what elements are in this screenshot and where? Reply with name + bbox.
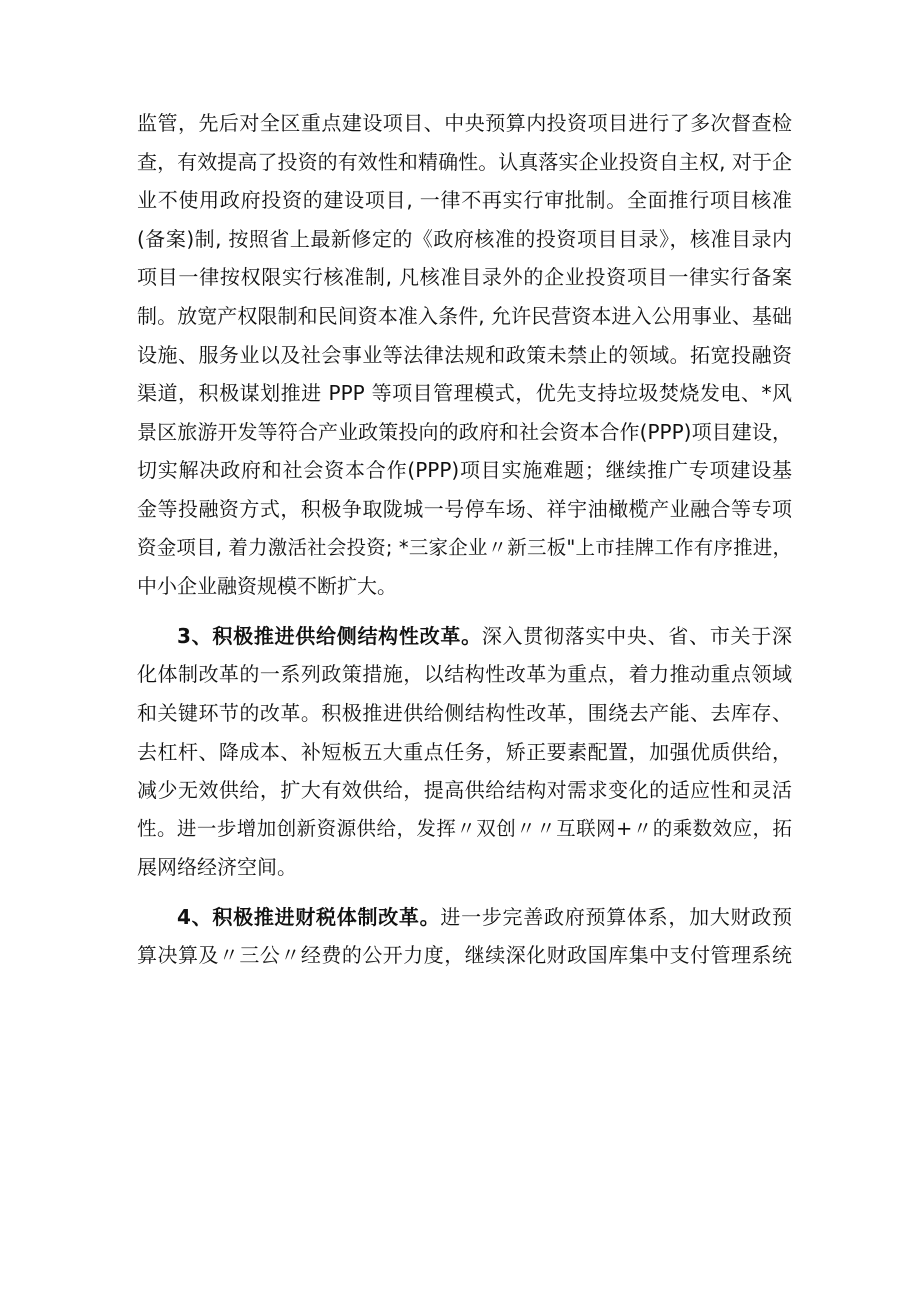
paragraph-investment: [137, 104, 792, 606]
paragraph-line: (备案)制, 按照省上最新修定的《政府核准的投资项目目录》，核准目录内: [137, 226, 792, 251]
paragraph-line: 去杠杆、降成本、补短板五大重点任务，矫正要素配置，加强优质供给，: [137, 739, 792, 764]
paragraph-line: 资金项目, 着力激活社会投资; *三家企业〃新三板"上市挂牌工作有序推进，: [137, 535, 792, 559]
paragraph-line: 设施、服务业以及社会事业等法律法规和政策未禁止的领域。拓宽投融资: [137, 342, 792, 367]
paragraph-line: 景区旅游开发等符合产业政策投向的政府和社会资本合作(PPP)项目建设，: [137, 419, 792, 444]
paragraph-line: 化体制改革的一系列政策措施，以结构性改革为重点，着力推动重点领域: [137, 662, 792, 687]
paragraph-line: 算决算及〃三公〃经费的公开力度，继续深化财政国库集中支付管理系统: [137, 943, 792, 968]
paragraph-supply-side-reform: [137, 617, 792, 887]
paragraph-line: 制。放宽产权限制和民间资本准入条件, 允许民营资本进入公用事业、基础: [137, 303, 792, 328]
paragraph-line-text: 深入贯彻落实中央、省、市关于深: [481, 623, 792, 648]
paragraph-line: 展网络经济空间。: [137, 855, 297, 880]
paragraph-line: 业不使用政府投资的建设项目, 一律不再实行审批制。全面推行项目核准: [137, 188, 792, 213]
paragraph-first-line: [137, 898, 792, 937]
paragraph-line: 切实解决政府和社会资本合作(PPP)项目实施难题；继续推广专项建设基: [137, 458, 792, 483]
paragraph-line: 性。进一步增加创新资源供给，发挥〃双创〃〃互联网+〃的乘数效应，拓: [137, 816, 792, 840]
section-heading: 4、积极推进财税体制改革。: [177, 904, 441, 929]
paragraph-line: 渠道，积极谋划推进 PPP 等项目管理模式，优先支持垃圾焚烧发电、*风: [137, 381, 792, 406]
paragraph-first-line: [137, 617, 792, 656]
paragraph-line: 项目一律按权限实行核准制, 凡核准目录外的企业投资项目一律实行备案: [137, 265, 792, 290]
document-body: [137, 104, 792, 975]
paragraph-line: 减少无效供给，扩大有效供给，提高供给结构对需求变化的适应性和灵活: [137, 778, 792, 803]
paragraph-line: 查，有效提高了投资的有效性和精确性。认真落实企业投资自主权, 对于企: [137, 149, 792, 174]
paragraph-line: 和关键环节的改革。积极推进供给侧结构性改革，围绕去产能、去库存、: [137, 700, 792, 725]
paragraph-line-text: 进一步完善政府预算体系，加大财政预: [440, 904, 792, 929]
section-heading: 3、积极推进供给侧结构性改革。: [177, 623, 482, 648]
paragraph-line: 金等投融资方式，积极争取陇城一号停车场、祥宇油橄榄产业融合等专项: [137, 496, 792, 521]
paragraph-fiscal-reform: [137, 898, 792, 975]
paragraph-line: 监管，先后对全区重点建设项目、中央预算内投资项目进行了多次督查检: [137, 111, 792, 135]
paragraph-line: 中小企业融资规模不断扩大。: [137, 574, 397, 599]
